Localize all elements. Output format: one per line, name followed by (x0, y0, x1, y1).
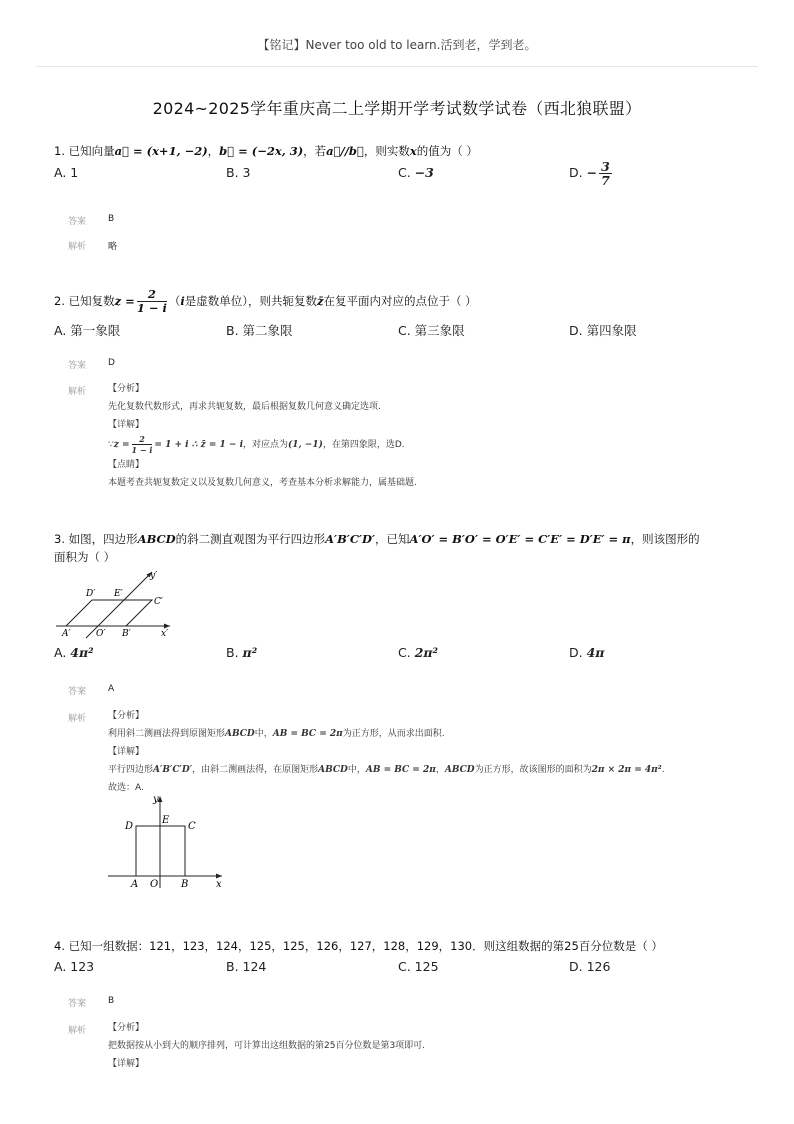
q3-analysis-body: 【分析】 利用斜二测画法得到原图矩形ABCD中，AB = BC = 2π为正方形，从而求出面积. 【详解】 平行四边形A′B′C′D′，由斜二测画法得，在原图矩形ABCD中，AB = BC = 2π，ABCD为正方形，故该图形的面积为2π × 2π = 4π². 故选：A. (108, 707, 758, 797)
q2-option-c[interactable]: C. 第三象限 (398, 323, 465, 338)
fig1-label-a: A′ (62, 629, 71, 639)
q1-option-c[interactable]: C. −3 (398, 165, 434, 180)
fig1-label-c: C′ (154, 597, 163, 607)
q3-answer-value: A (108, 684, 115, 694)
q1-option-d-fraction: $\frac{3}{7}$ (601, 159, 610, 188)
question-1-stem: 1. 已知向量a⃗ = (x+1, −2)，b⃗ = (−2x, 3)，若a⃗//b⃗，则实数x的值为（ ） (54, 144, 478, 158)
parallelogram-abcd-prime (66, 600, 152, 626)
q3-option-c[interactable]: C. 2π² (398, 645, 439, 660)
fig2-label-e: E (162, 815, 170, 826)
question-2-stem: 2. 已知复数z = $\frac{2}{1 - i}$ （i是虚数单位），则共轭复数z̄在复平面内对应的点位于（ ） (54, 287, 477, 315)
fig2-label-c: C (188, 821, 196, 832)
q2-answer-value: D (108, 358, 115, 368)
q2-analysis-formula-line: ∵z = $\frac{2}{1 - i}$ = 1 + i ∴ z̄ = 1 − i，对应点为(1, −1)，在第四象限，选D. (108, 434, 405, 455)
q4-option-d[interactable]: D. 126 (569, 959, 611, 974)
fig1-label-d: D′ (86, 589, 96, 599)
q2-analysis-body: 【分析】 先化复数代数形式，再求共轭复数，最后根据复数几何意义确定选项. 【详解】 ∵z = $\frac{2}{1 - i}$ = 1 + i ∴ z̄ = 1 − i，对应点为(1, −1)，在第四象限，选D. 【点睛】 本题考查共轭复数定义以及复数几何意义，考查基本分析求解能力，属基础题. (108, 380, 748, 492)
q1-analysis-text: 略 (108, 242, 118, 252)
q2-analysis-fraction: $\frac{2}{1 - i}$ (131, 434, 153, 455)
q2-option-d[interactable]: D. 第四象限 (569, 323, 637, 338)
q3-analysis-label: 解析 (68, 714, 87, 724)
q4-analysis-label: 解析 (68, 1026, 87, 1036)
fig2-label-o: O (150, 879, 159, 890)
fig1-label-x: x′ (161, 629, 169, 639)
fig1-label-e: E′ (114, 589, 123, 599)
fig2-label-d: D (125, 821, 134, 832)
header-divider (36, 66, 758, 67)
q2-answer-label: 答案 (68, 361, 87, 371)
q1-analysis-label: 解析 (68, 242, 87, 252)
q3-option-d[interactable]: D. 4π (569, 645, 605, 660)
question-3-stem: 3. 如图，四边形ABCD的斜二测直观图为平行四边形A′B′C′D′，已知A′O′ = B′O′ = O′E′ = C′E′ = D′E′ = π，则该图形的 面积为（ ） (54, 532, 700, 564)
fig2-label-y: y (153, 794, 159, 805)
q2-option-b[interactable]: B. 第二象限 (226, 323, 293, 338)
q2-fraction: $\frac{2}{1 - i}$ (136, 287, 167, 315)
q3-analysis-line-4: 平行四边形A′B′C′D′，由斜二测画法得，在原图矩形ABCD中，AB = BC = 2π，ABCD为正方形，故该图形的面积为2π × 2π = 4π². (108, 765, 665, 775)
q2-option-a[interactable]: A. 第一象限 (54, 323, 121, 338)
q4-option-c[interactable]: C. 125 (398, 959, 439, 974)
page-header-motto: 【铭记】Never too old to learn.活到老，学到老。 (257, 38, 537, 52)
q1-option-a[interactable]: A. 1 (54, 165, 79, 180)
q3-original-square-figure (104, 790, 230, 894)
fig1-label-o: O′ (96, 629, 106, 639)
q2-analysis-label: 解析 (68, 387, 87, 397)
q4-answer-label: 答案 (68, 999, 87, 1009)
fig1-label-y: y′ (150, 571, 158, 581)
q4-option-a[interactable]: A. 123 (54, 959, 95, 974)
q4-answer-value: B (108, 996, 115, 1006)
q1-answer-label: 答案 (68, 217, 87, 227)
fig2-label-x: x (216, 879, 222, 890)
fig1-label-b: B′ (122, 629, 131, 639)
q1-option-b[interactable]: B. 3 (226, 165, 251, 180)
x-axis-arrow-icon (164, 624, 170, 629)
question-4-stem: 4. 已知一组数据：121，123，124，125，125，126，127，128，129，130．则这组数据的第25百分位数是（ ） (54, 939, 663, 953)
exam-title: 2024~2025学年重庆高二上学期开学考试数学试卷（西北狼联盟） (152, 99, 642, 118)
q3-oblique-figure (52, 566, 182, 646)
q3-option-a[interactable]: A. 4π² (54, 645, 94, 660)
fig2-label-a: A (131, 879, 139, 890)
q1-answer-value: B (108, 214, 115, 224)
x-axis-arrow-icon (216, 874, 222, 879)
q4-analysis-body: 【分析】 把数据按从小到大的顺序排列，可计算出这组数据的第25百分位数是第3项即可. 【详解】 (108, 1023, 426, 1069)
fig2-label-b: B (181, 879, 189, 890)
q4-option-b[interactable]: B. 124 (226, 959, 267, 974)
q1-option-d[interactable]: D. − $\frac{3}{7}$ (569, 159, 610, 188)
q3-analysis-line-2: 利用斜二测画法得到原图矩形ABCD中，AB = BC = 2π为正方形，从而求出面积. (108, 729, 445, 739)
q3-option-b[interactable]: B. π² (226, 645, 258, 660)
q3-answer-label: 答案 (68, 687, 87, 697)
